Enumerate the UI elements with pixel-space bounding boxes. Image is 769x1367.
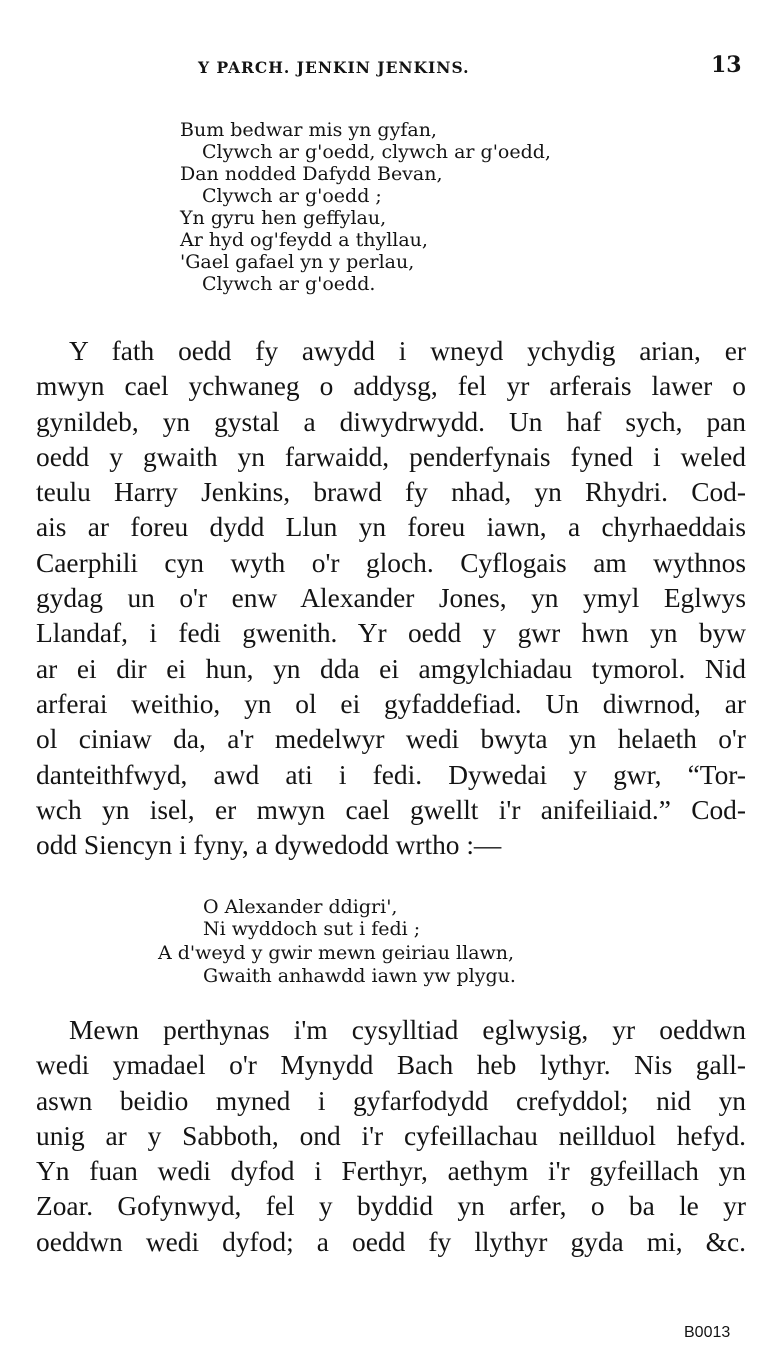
- paragraph-line: wch yn isel, er mwyn cael gwellt i'r anifeiliaid.” Cod-: [36, 794, 746, 825]
- verse-line: Clywch ar g'oedd, clywch ar g'oedd,: [202, 141, 551, 163]
- paragraph-line: unig ar y Sabboth, ond i'r cyfeillachau neillduol hefyd.: [36, 1120, 746, 1151]
- paragraph-line: aswn beidio myned i gyfarfodydd crefyddol; nid yn: [36, 1085, 746, 1116]
- paragraph-2: [36, 1013, 746, 1260]
- paragraph-line: gynildeb, yn gystal a diwydrwydd. Un haf sych, pan: [36, 406, 746, 437]
- paragraph-line: teulu Harry Jenkins, brawd fy nhad, yn Rhydri. Cod-: [36, 477, 746, 508]
- page-number: 13: [711, 52, 742, 78]
- verse-line: Ar hyd og'feydd a thyllau,: [180, 229, 428, 251]
- paragraph-1: [36, 334, 746, 863]
- paragraph-line: danteithfwyd, awd ati i fedi. Dywedai y gwr, “Tor-: [36, 759, 746, 790]
- verse-line: Ni wyddoch sut i fedi ;: [203, 918, 421, 940]
- paragraph-line: Zoar. Gofynwyd, fel y byddid yn arfer, o ba le yr: [36, 1191, 746, 1222]
- paragraph-line: oedd y gwaith yn farwaidd, penderfynais fyned i weled: [36, 441, 746, 472]
- paragraph-line: odd Siencyn i fyny, a dywedodd wrtho :—: [36, 830, 502, 861]
- paragraph-line: mwyn cael ychwaneg o addysg, fel yr arferais lawer o: [36, 371, 746, 402]
- paragraph-line: Caerphili cyn wyth o'r gloch. Cyflogais am wythnos: [36, 547, 746, 578]
- verse-line: Clywch ar g'oedd ;: [202, 185, 382, 207]
- verse-line: 'Gael gafael yn y perlau,: [180, 251, 415, 273]
- verse-line: A d'weyd y gwir mewn geiriau llawn,: [158, 942, 515, 964]
- verse-line: Clywch ar g'oedd.: [202, 273, 376, 295]
- paragraph-line: arferai weithio, yn ol ei gyfaddefiad. Un diwrnod, ar: [36, 688, 746, 719]
- paragraph-line: ol ciniaw da, a'r medelwyr wedi bwyta yn helaeth o'r: [36, 724, 746, 755]
- paragraph-line: gydag un o'r enw Alexander Jones, yn ymyl Eglwys: [36, 583, 746, 614]
- paragraph-line: Llandaf, i fedi gwenith. Yr oedd y gwr hwn yn byw: [36, 618, 746, 649]
- paragraph-line: wedi ymadael o'r Mynydd Bach heb lythyr. Nis gall-: [36, 1050, 746, 1081]
- verse-line: O Alexander ddigri',: [203, 896, 398, 918]
- paragraph-line: ais ar foreu dydd Llun yn foreu iawn, a chyrhaeddais: [36, 512, 746, 543]
- verse-line: Bum bedwar mis yn gyfan,: [180, 119, 437, 141]
- paragraph-line: ar ei dir ei hun, yn dda ei amgylchiadau tymorol. Nid: [36, 653, 746, 684]
- verse-line: Yn gyru hen geffylau,: [180, 207, 387, 229]
- running-title: Y PARCH. JENKIN JENKINS.: [198, 58, 470, 77]
- verse-line: Gwaith anhawdd iawn yw plygu.: [203, 965, 516, 987]
- paragraph-line: Y fath oedd fy awydd i wneyd ychydig arian, er: [69, 336, 746, 366]
- verse-line: Dan nodded Dafydd Bevan,: [180, 163, 443, 185]
- catalog-code: B0013: [684, 1324, 731, 1341]
- paragraph-line: Yn fuan wedi dyfod i Ferthyr, aethym i'r gyfeillach yn: [36, 1156, 746, 1187]
- paragraph-line: Mewn perthynas i'm cysylltiad eglwysig, yr oeddwn: [69, 1015, 746, 1045]
- paragraph-line: oeddwn wedi dyfod; a oedd fy llythyr gyda mi, &c.: [36, 1226, 746, 1257]
